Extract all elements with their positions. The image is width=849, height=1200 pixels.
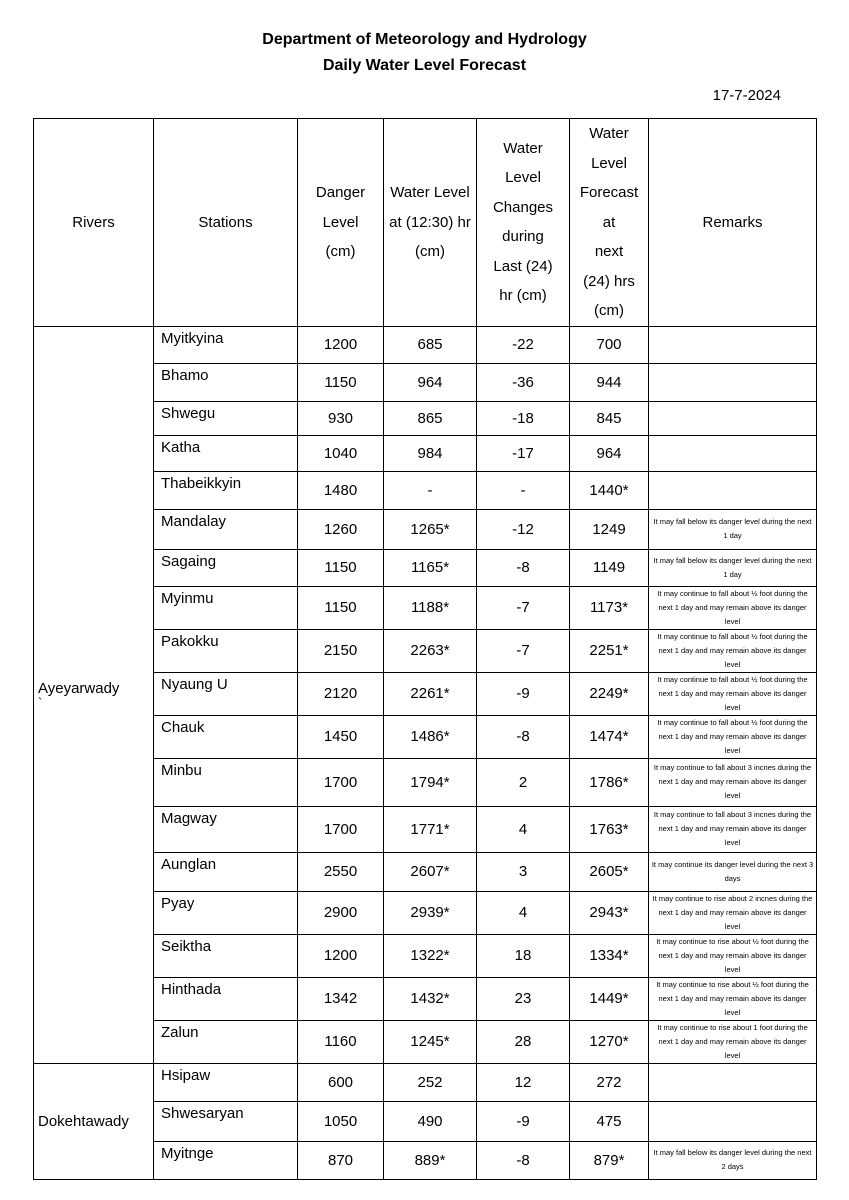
water-level-value: 984 xyxy=(384,435,477,471)
station-name: Aunglan xyxy=(154,852,298,891)
forecast-value: 1440* xyxy=(570,471,649,509)
table-row xyxy=(34,1063,817,1101)
level-change-value: - xyxy=(477,471,570,509)
danger-level-value: 1040 xyxy=(298,435,384,471)
danger-level-value: 2550 xyxy=(298,852,384,891)
level-change-value: 4 xyxy=(477,891,570,934)
level-change-value: 12 xyxy=(477,1063,570,1101)
station-name: Hsipaw xyxy=(154,1063,298,1101)
water-level-value: 964 xyxy=(384,363,477,401)
level-change-value: 2 xyxy=(477,758,570,806)
danger-level-value: 1700 xyxy=(298,758,384,806)
forecast-value: 944 xyxy=(570,363,649,401)
header-remarks: Remarks xyxy=(649,119,817,327)
danger-level-value: 1480 xyxy=(298,471,384,509)
header-forecast: Water Level Forecast at next (24) hrs (cm) xyxy=(570,119,649,327)
station-name: Myinmu xyxy=(154,586,298,629)
danger-level-value: 1260 xyxy=(298,509,384,549)
danger-level-value: 2120 xyxy=(298,672,384,715)
remarks-text: It may fall below its danger level during the next 1 day xyxy=(649,509,817,549)
danger-level-value: 870 xyxy=(298,1141,384,1179)
forecast-value: 2251* xyxy=(570,629,649,672)
station-name: Shwegu xyxy=(154,401,298,435)
level-change-value: -12 xyxy=(477,509,570,549)
station-name: Magway xyxy=(154,806,298,852)
forecast-value: 1474* xyxy=(570,715,649,758)
danger-level-value: 1160 xyxy=(298,1020,384,1063)
remarks-text: It may continue to rise about ½ foot during the next 1 day and may remain above its danger level xyxy=(649,934,817,977)
forecast-value: 2605* xyxy=(570,852,649,891)
forecast-value: 1149 xyxy=(570,549,649,586)
water-level-value: 1486* xyxy=(384,715,477,758)
remarks-text xyxy=(649,471,817,509)
river-cell xyxy=(34,1063,154,1179)
station-name: Pakokku xyxy=(154,629,298,672)
level-change-value: -17 xyxy=(477,435,570,471)
page-title: Department of Meteorology and Hydrology xyxy=(262,31,587,48)
remarks-text: It may continue to fall about 3 incnes during the next 1 day and may remain above its danger level xyxy=(649,806,817,852)
station-name: Seiktha xyxy=(154,934,298,977)
header-water-level: Water Level at (12:30) hr (cm) xyxy=(384,119,477,327)
water-level-value: 2263* xyxy=(384,629,477,672)
station-name: Sagaing xyxy=(154,549,298,586)
level-change-value: -7 xyxy=(477,629,570,672)
level-change-value: -22 xyxy=(477,326,570,363)
remarks-text xyxy=(649,1101,817,1141)
danger-level-value: 600 xyxy=(298,1063,384,1101)
danger-level-value: 1050 xyxy=(298,1101,384,1141)
remarks-text xyxy=(649,401,817,435)
forecast-value: 1173* xyxy=(570,586,649,629)
water-level-value: 1188* xyxy=(384,586,477,629)
station-name: Thabeikkyin xyxy=(154,471,298,509)
water-level-value: 1432* xyxy=(384,977,477,1020)
remarks-text: It may continue to rise about 2 incnes during the next 1 day and may remain above its danger level xyxy=(649,891,817,934)
header-rivers: Rivers xyxy=(34,119,154,327)
water-level-value: 1265* xyxy=(384,509,477,549)
forecast-value: 2943* xyxy=(570,891,649,934)
station-name: Shwesaryan xyxy=(154,1101,298,1141)
header-changes: Water Level Changes during Last (24) hr (cm) xyxy=(477,119,570,327)
remarks-text: It may continue to fall about ½ foot during the next 1 day and may remain above its danger level xyxy=(649,586,817,629)
station-name: Bhamo xyxy=(154,363,298,401)
remarks-text: It may continue to fall about 3 incnes during the next 1 day and may remain above its danger level xyxy=(649,758,817,806)
level-change-value: 23 xyxy=(477,977,570,1020)
remarks-text: It may continue to fall about ½ foot during the next 1 day and may remain above its danger level xyxy=(649,715,817,758)
danger-level-value: 1342 xyxy=(298,977,384,1020)
level-change-value: -9 xyxy=(477,672,570,715)
level-change-value: -8 xyxy=(477,715,570,758)
forecast-value: 272 xyxy=(570,1063,649,1101)
water-level-value: 685 xyxy=(384,326,477,363)
level-change-value: 3 xyxy=(477,852,570,891)
remarks-text: It may continue to rise about ½ foot during the next 1 day and may remain above its danger level xyxy=(649,977,817,1020)
station-name: Pyay xyxy=(154,891,298,934)
forecast-value: 2249* xyxy=(570,672,649,715)
water-level-value: 1771* xyxy=(384,806,477,852)
river-name: Ayeyarwady xyxy=(38,680,120,697)
station-name: Zalun xyxy=(154,1020,298,1063)
river-name: Dokehtawady xyxy=(38,1112,129,1130)
water-level-value: 1794* xyxy=(384,758,477,806)
station-name: Nyaung U xyxy=(154,672,298,715)
level-change-value: 4 xyxy=(477,806,570,852)
station-name: Minbu xyxy=(154,758,298,806)
water-level-value: 490 xyxy=(384,1101,477,1141)
level-change-value: -8 xyxy=(477,549,570,586)
danger-level-value: 1150 xyxy=(298,586,384,629)
danger-level-value: 1700 xyxy=(298,806,384,852)
level-change-value: -36 xyxy=(477,363,570,401)
river-cell xyxy=(34,326,154,1063)
forecast-value: 1249 xyxy=(570,509,649,549)
header-stations: Stations xyxy=(154,119,298,327)
forecast-value: 1449* xyxy=(570,977,649,1020)
danger-level-value: 1200 xyxy=(298,934,384,977)
station-name: Katha xyxy=(154,435,298,471)
level-change-value: -8 xyxy=(477,1141,570,1179)
remarks-text: It may fall below its danger level during the next 1 day xyxy=(649,549,817,586)
remarks-text xyxy=(649,326,817,363)
forecast-value: 879* xyxy=(570,1141,649,1179)
remarks-text xyxy=(649,1063,817,1101)
remarks-text: It may continue its danger level during the next 3 days xyxy=(649,852,817,891)
water-level-value: - xyxy=(384,471,477,509)
water-level-value: 1245* xyxy=(384,1020,477,1063)
remarks-text xyxy=(649,363,817,401)
danger-level-value: 1200 xyxy=(298,326,384,363)
water-level-value: 1165* xyxy=(384,549,477,586)
page-subtitle: Daily Water Level Forecast xyxy=(322,57,527,74)
header-danger-level: Danger Level (cm) xyxy=(298,119,384,327)
table-row xyxy=(34,326,817,363)
level-change-value: -9 xyxy=(477,1101,570,1141)
forecast-value: 1270* xyxy=(570,1020,649,1063)
station-name: Chauk xyxy=(154,715,298,758)
water-level-value: 2939* xyxy=(384,891,477,934)
danger-level-value: 1150 xyxy=(298,363,384,401)
danger-level-value: 2150 xyxy=(298,629,384,672)
remarks-text: It may fall below its danger level during the next 2 days xyxy=(649,1141,817,1179)
danger-level-value: 2900 xyxy=(298,891,384,934)
river-name-suffix: ` xyxy=(38,695,43,710)
remarks-text xyxy=(649,435,817,471)
danger-level-value: 1150 xyxy=(298,549,384,586)
water-level-table xyxy=(33,118,817,1180)
table-body xyxy=(34,326,817,1179)
report-date: 17-7-2024 xyxy=(712,87,781,104)
level-change-value: -7 xyxy=(477,586,570,629)
level-change-value: -18 xyxy=(477,401,570,435)
water-level-value: 889* xyxy=(384,1141,477,1179)
remarks-text: It may continue to fall about ½ foot during the next 1 day and may remain above its danger level xyxy=(649,629,817,672)
forecast-value: 1786* xyxy=(570,758,649,806)
water-level-value: 2607* xyxy=(384,852,477,891)
water-level-value: 865 xyxy=(384,401,477,435)
level-change-value: 28 xyxy=(477,1020,570,1063)
station-name: Hinthada xyxy=(154,977,298,1020)
forecast-value: 700 xyxy=(570,326,649,363)
water-level-value: 2261* xyxy=(384,672,477,715)
header-row xyxy=(34,119,817,327)
level-change-value: 18 xyxy=(477,934,570,977)
station-name: Mandalay xyxy=(154,509,298,549)
remarks-text: It may continue to rise about 1 foot during the next 1 day and may remain above its danger level xyxy=(649,1020,817,1063)
remarks-text: It may continue to fall about ½ foot during the next 1 day and may remain above its danger level xyxy=(649,672,817,715)
forecast-value: 964 xyxy=(570,435,649,471)
danger-level-value: 1450 xyxy=(298,715,384,758)
forecast-value: 1334* xyxy=(570,934,649,977)
station-name: Myitnge xyxy=(154,1141,298,1179)
station-name: Myitkyina xyxy=(154,326,298,363)
forecast-value: 845 xyxy=(570,401,649,435)
danger-level-value: 930 xyxy=(298,401,384,435)
water-level-value: 252 xyxy=(384,1063,477,1101)
water-level-value: 1322* xyxy=(384,934,477,977)
forecast-value: 1763* xyxy=(570,806,649,852)
forecast-value: 475 xyxy=(570,1101,649,1141)
